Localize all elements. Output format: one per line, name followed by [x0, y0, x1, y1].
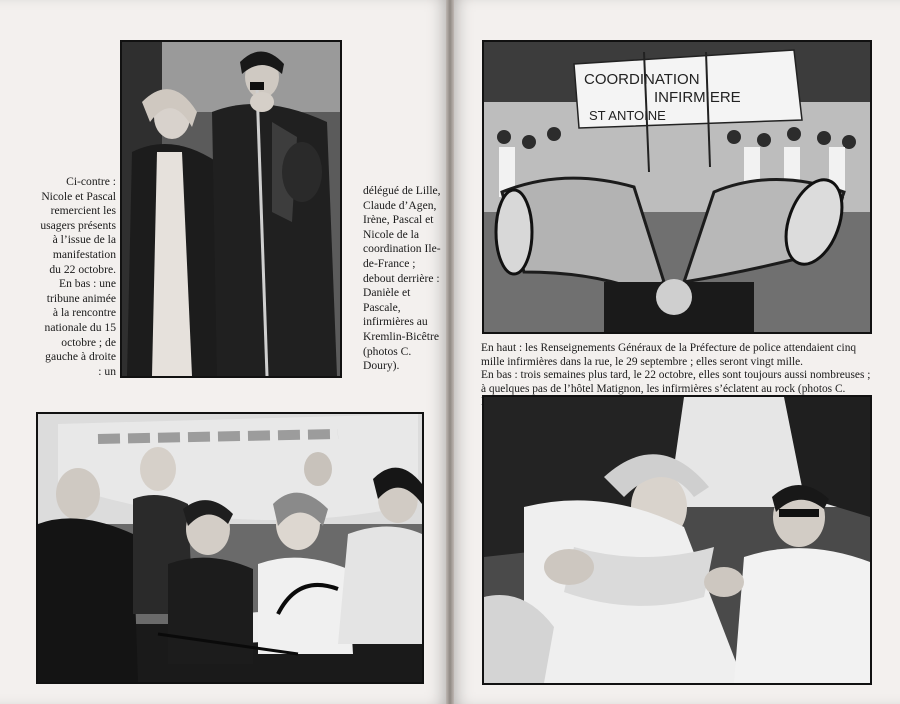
- caption-middle: délégué de Lille, Claude d’Agen, Irène, Pascal et Nicole de la coordination Ile-de-France ; debout derrière : Danièle et Pascale, infirmières au Kremlin-Bicêtre (photos C. Doury).: [363, 184, 441, 373]
- caption-right-bottom: En bas : trois semaines plus tard, le 22 octobre, elles sont toujours aussi nombreuses ; à quelques pas de l’hôtel Matignon, les infirmières s’éclatent au rock (photos C.: [481, 369, 871, 395]
- banner-line1: COORDINATION: [584, 71, 700, 88]
- photo-nicole-pascal-microphone: [120, 40, 342, 378]
- right-page: [450, 0, 900, 704]
- caption-right-top: En haut : les Renseignements Généraux de la Préfecture de police attendaient cinq mille infirmières dans la rue, le 29 septembre ; elles seront vingt mille.: [481, 342, 857, 368]
- photo-tribune-rencontre-nationale: [36, 412, 424, 684]
- banner-line3: ST ANTOINE: [589, 108, 666, 123]
- book-gutter: [446, 0, 454, 704]
- photo-manifestation-haut-parleurs: [482, 40, 872, 334]
- photo-infirmieres-rock: [482, 395, 872, 685]
- banner-line2: INFIRMIERE: [654, 89, 741, 106]
- caption-left: Ci-contre : Nicole et Pascal remercient les usagers présents à l’issue de la manifestation du 22 octobre. En bas : une tribune animée à la rencontre nationale du 15 octobre ; de gauche à droite : un: [40, 175, 116, 378]
